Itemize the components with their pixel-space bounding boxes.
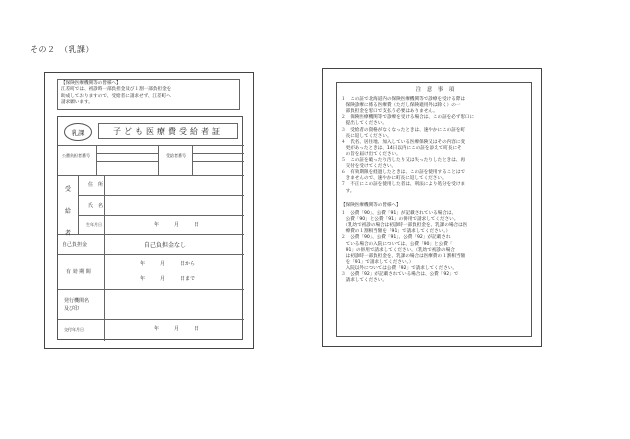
notes-item: ５ この証を破ったり汚したり又は失ったりしたときは、再 bbox=[341, 158, 466, 163]
recipient-number-label: 受給者番号 bbox=[166, 153, 186, 158]
issuer-label: 発行機関名及び印 bbox=[64, 298, 90, 312]
validity-to: 年 月 日まで bbox=[140, 276, 196, 282]
notes-item: ６ 有効期限を経過したときは、この証を使用することはで bbox=[341, 170, 466, 176]
notes-heading: 注 意 事 項 bbox=[415, 87, 455, 93]
providers-item: （乳幼で初診の場合は初診時一部負担金を、乳課の場合は医 bbox=[341, 223, 468, 229]
notes-item: ４ 氏名、居住地、加入している医療保険又はその内容に変 bbox=[341, 139, 466, 145]
self-burden-label: 自己負担金 bbox=[62, 242, 88, 248]
divider bbox=[58, 289, 244, 290]
divider bbox=[158, 145, 159, 175]
divider bbox=[58, 234, 244, 235]
notes-item: 長に返してください。 bbox=[341, 133, 392, 139]
providers-item: 91」の併用で請求してください。（乳幼で初診の場合 bbox=[341, 247, 455, 253]
divider bbox=[58, 319, 244, 320]
divider bbox=[192, 161, 244, 162]
validity-label: 有 効 期 間 bbox=[66, 269, 91, 275]
page-title: その２ （乳課） bbox=[30, 45, 94, 54]
providers-item: 公費「90」と公費「91」の併用で請求してください。 bbox=[341, 217, 459, 223]
recipient-card bbox=[57, 116, 243, 340]
notes-box bbox=[336, 82, 532, 337]
divider bbox=[104, 175, 105, 341]
public-burden-number-label: 公費負担者番号 bbox=[62, 153, 90, 158]
provider-notice-box bbox=[57, 79, 240, 110]
notes-item: 交付を受けてください。 bbox=[341, 164, 397, 170]
recipient-label: 受給者 bbox=[64, 186, 71, 237]
notes-item: ２ 保険医療機関等で診療を受ける場合は、この証を必ず窓口に bbox=[341, 115, 475, 121]
provider-notice-line: 請求願います。 bbox=[61, 100, 93, 106]
divider bbox=[96, 145, 97, 175]
providers-item: を「91」で請求してください。） bbox=[341, 259, 414, 265]
divider bbox=[192, 145, 193, 175]
notes-item: 更があったときは、14日以内にこの証を添えて町長にそ bbox=[341, 145, 462, 151]
providers-item: ている場合の入院については、公費「90」と公費「 bbox=[341, 241, 453, 247]
notes-item: 提出してください。 bbox=[341, 121, 387, 127]
dob-value: 年 月 日 bbox=[154, 222, 200, 228]
provider-notice-line: 江差町では、初診時一部負担金及び１割一部負担金を bbox=[61, 87, 172, 93]
card-title: 子ども医療費受給者証 bbox=[98, 123, 238, 139]
name-label: 氏 名 bbox=[88, 203, 104, 209]
notes-item: 保険診療に係る医療費（ただし保険適用外は除く）の一 bbox=[341, 103, 461, 109]
notes-item: １ この証で北海道内の保険医療機関等で診療を受ける際は bbox=[341, 97, 466, 102]
providers-item: 療費の１割相当額を「91」で請求してください。） bbox=[341, 229, 451, 235]
self-burden-value: 自己負担金なし bbox=[144, 242, 187, 249]
divider bbox=[96, 161, 158, 162]
providers-item: ３ 公費「92」が記載されている場合は、公費「92」で bbox=[341, 272, 459, 277]
issue-date-label: 交付年月日 bbox=[64, 327, 84, 332]
providers-item: 請求してください。 bbox=[341, 278, 387, 284]
provider-notice-heading: 【保険医療機関等の皆様へ】 bbox=[61, 81, 121, 86]
notes-item: きませんので、速やかに町長に返してください。 bbox=[341, 176, 447, 182]
divider bbox=[192, 153, 244, 154]
notes-item: の旨を届け出てください。 bbox=[341, 151, 401, 157]
divider bbox=[78, 215, 244, 216]
providers-item: 入院以外については公費「92」で請求してください。 bbox=[341, 265, 458, 271]
providers-heading: 【保険医療機関等の皆様へ】 bbox=[341, 203, 401, 208]
providers-item: は初診時一部負担金を、乳課の場合は医療費の１割相当額 bbox=[341, 253, 466, 259]
divider bbox=[96, 153, 158, 154]
notes-item: ３ 受給者の資格がなくなったときは、速やかにこの証を町 bbox=[341, 127, 466, 133]
divider bbox=[58, 145, 244, 146]
providers-item: ２ 公費「90」、公費「91」、公費「92」が記載され bbox=[341, 235, 451, 241]
notes-item: 部負担金を窓口で支払う必要はありません。 bbox=[341, 109, 438, 115]
validity-from: 年 月 日から bbox=[140, 261, 196, 267]
divider bbox=[78, 175, 79, 234]
notes-item: ７ 不正にこの証を使用した者は、刑法により処分を受けま bbox=[341, 182, 466, 188]
address-label: 住 所 bbox=[88, 182, 104, 188]
providers-item: １ 公費「90」、公費「91」が記載されている場合は、 bbox=[341, 211, 457, 216]
notes-item: す。 bbox=[341, 188, 355, 194]
card-badge: 乳課 bbox=[64, 123, 92, 141]
issue-date-value: 年 月 日 bbox=[154, 326, 200, 332]
divider bbox=[78, 195, 244, 196]
divider bbox=[58, 175, 244, 176]
provider-notice-line: 助成しておりますので、受給者に請求せず、江差町へ bbox=[61, 93, 171, 99]
dob-label: 生年月日 bbox=[86, 222, 102, 227]
divider bbox=[58, 254, 244, 255]
